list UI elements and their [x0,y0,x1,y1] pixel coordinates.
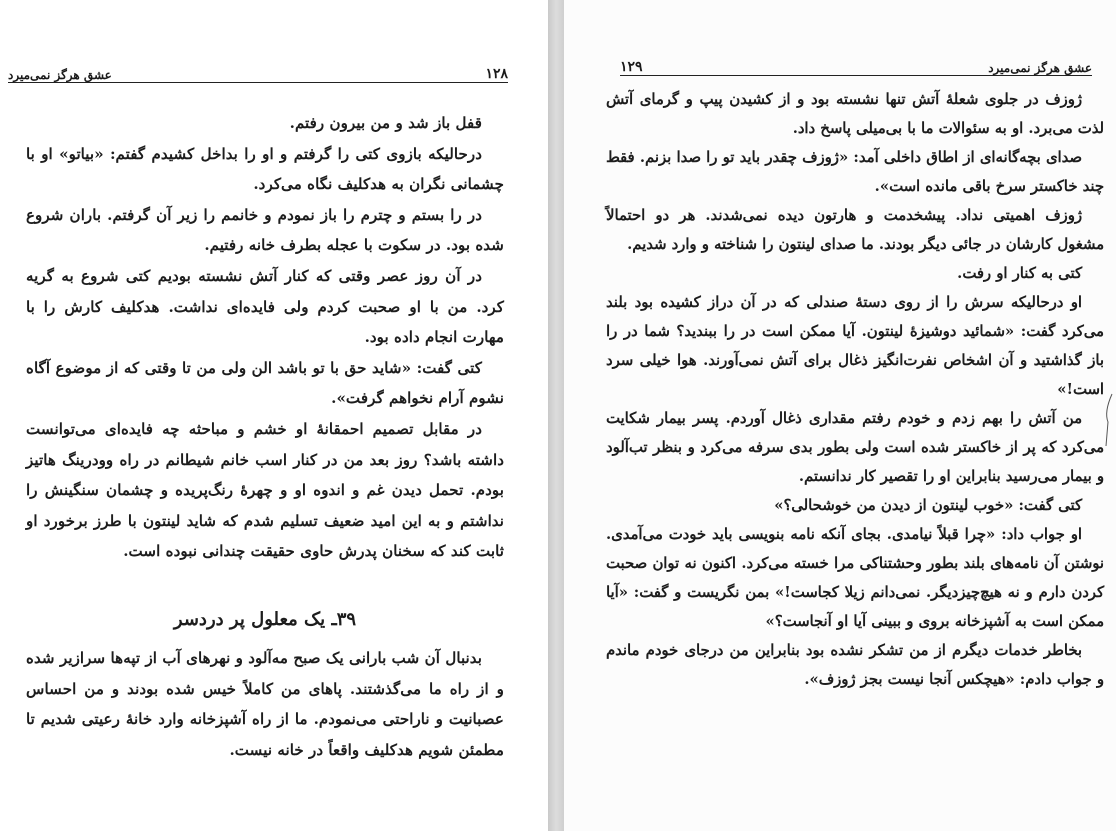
right-page [564,0,1116,831]
paragraph: بخاطر خدمات دیگرم از من تشکر نشده بود بنابراین من درجای خودم ماندم و جواب دادم: «هیچکس آنجا نیست بجز ژوزف». [606,642,1104,688]
paragraph: ژوزف اهمیتی نداد. پیشخدمت و هارتون دیده نمی‌شدند. هر دو احتمالاً مشغول کارشان در جائی دیگر بودند. ما صدای لینتون را شناخته و وارد شدیم. [606,207,1104,253]
paragraph: کتی به کنار او رفت. [957,265,1082,282]
paragraph: در آن روز عصر وقتی که کنار آتش نشسته بودیم کتی شروع به گریه کرد. من با او صحبت کردم ولی فایده‌ای نداشت. هدکلیف کارش را با مهارت انجام داده بود. [26,266,504,347]
left-page-header [8,60,508,83]
paragraph: ژوزف در جلوی شعلهٔ آتش تنها نشسته بود و از کشیدن پیپ و گرمای آتش لذت می‌برد. او به سئوالات ما با بی‌میلی پاسخ داد. [606,91,1104,137]
scan-mark-icon [1100,392,1114,448]
left-page [0,0,548,831]
paragraph: درحالیکه بازوی کتی را گرفتم و او را بداخل کشیدم گفتم: «بیاتو» او با چشمانی نگران به هدکلیف نگاه می‌کرد. [26,144,504,194]
paragraph: او جواب داد: «چرا قبلاً نیامدی. بجای آنکه نامه بنویسی باید خودت می‌آمدی. نوشتن آن نامه‌های بلند بطور وحشتناکی مرا خسته می‌کرد. اکنون نه توان صحبت کردن دارم و نه هیچ‌چیزدیگر. نمی‌دانم زیلا کجاست!» بمن نگریست و گفت: «آیا ممکن است به آشپزخانه بروی و ببینی آیا او آنجاست؟» [606,526,1104,630]
paragraph: من آتش را بهم زدم و خودم رفتم مقداری ذغال آوردم. پسر بیمار شکایت می‌کرد که پر از خاکستر شده است ولی بطور بدی سرفه می‌کرد و بنظر تب‌آلود و بیمار می‌رسید بنابراین او را تقصیر کار ندانستم. [606,410,1104,485]
chapter-title: ۳۹ـ یک معلول پر دردسر [173,608,357,630]
paragraph: در مقابل تصمیم احمقانهٔ او خشم و مباحثه چه فایده‌ای می‌توانست داشته باشد؟ روز بعد من در کنار اسب خانم شیطانم در راه وودرینگ هاتیز بودم. تحمل دیدن غم و اندوه او و چهرهٔ رنگ‌پریده و چشمان سنگینش را نداشتم و به این امید ضعیف تسلیم شدم که شاید لینتون با طرز برخورد او ثابت کند که سخنان پدرش حاوی حقیقت چندانی نبوده است. [26,419,504,561]
left-page-number: ۱۲۸ [485,66,508,82]
paragraph: کتی گفت: «خوب لینتون از دیدن من خوشحالی؟» [774,497,1082,514]
paragraph: او درحالیکه سرش را از روی دستهٔ صندلی که در آن دراز کشیده بود بلند می‌کرد گفت: «شمائید دوشیزهٔ لینتون. آیا ممکن است در را ببندید؟ شما در را باز گذاشتید و آن اشخاص نفرت‌انگیز ذغال برای آتش نمی‌آورند. هوا خیلی سرد است!» [606,294,1104,398]
right-page-body [606,85,1104,694]
left-header-title: عشق هرگز نمی‌میرد [8,68,112,82]
paragraph: صدای بچه‌گانه‌ای از اطاق داخلی آمد: «ژوزف چقدر باید تو را صدا بزنم. فقط چند خاکستر سرخ باقی مانده است». [606,149,1104,195]
right-page-number: ۱۲۹ [620,59,643,75]
paragraph: در را بستم و چترم را باز نمودم و خانمم را زیر آن گرفتم. باران شروع شده بود. در سکوت با عجله بطرف خانه رفتیم. [26,205,504,255]
left-page-body [26,108,504,765]
right-page-header [620,53,1092,76]
paragraph: قفل باز شد و من بیرون رفتم. [289,114,482,132]
right-header-title: عشق هرگز نمی‌میرد [988,61,1092,75]
paragraph: کتی گفت: «شاید حق با تو باشد الن ولی من تا وقتی که از موضوع آگاه نشوم آرام نخواهم گرفت». [26,358,504,408]
paragraph: بدنبال آن شب بارانی یک صبح مه‌آلود و نهرهای آب از تپه‌ها سرازیر شده و از راه ما می‌گذشتند. پاهای من کاملاً خیس شده بودند و من احساس عصبانیت و ناراحتی می‌نمودم. ما از راه آشپزخانه وارد خانهٔ رعیتی شدیم تا مطمئن شویم هدکلیف واقعاً در خانه نیست. [26,648,504,759]
page-gutter [548,0,564,831]
